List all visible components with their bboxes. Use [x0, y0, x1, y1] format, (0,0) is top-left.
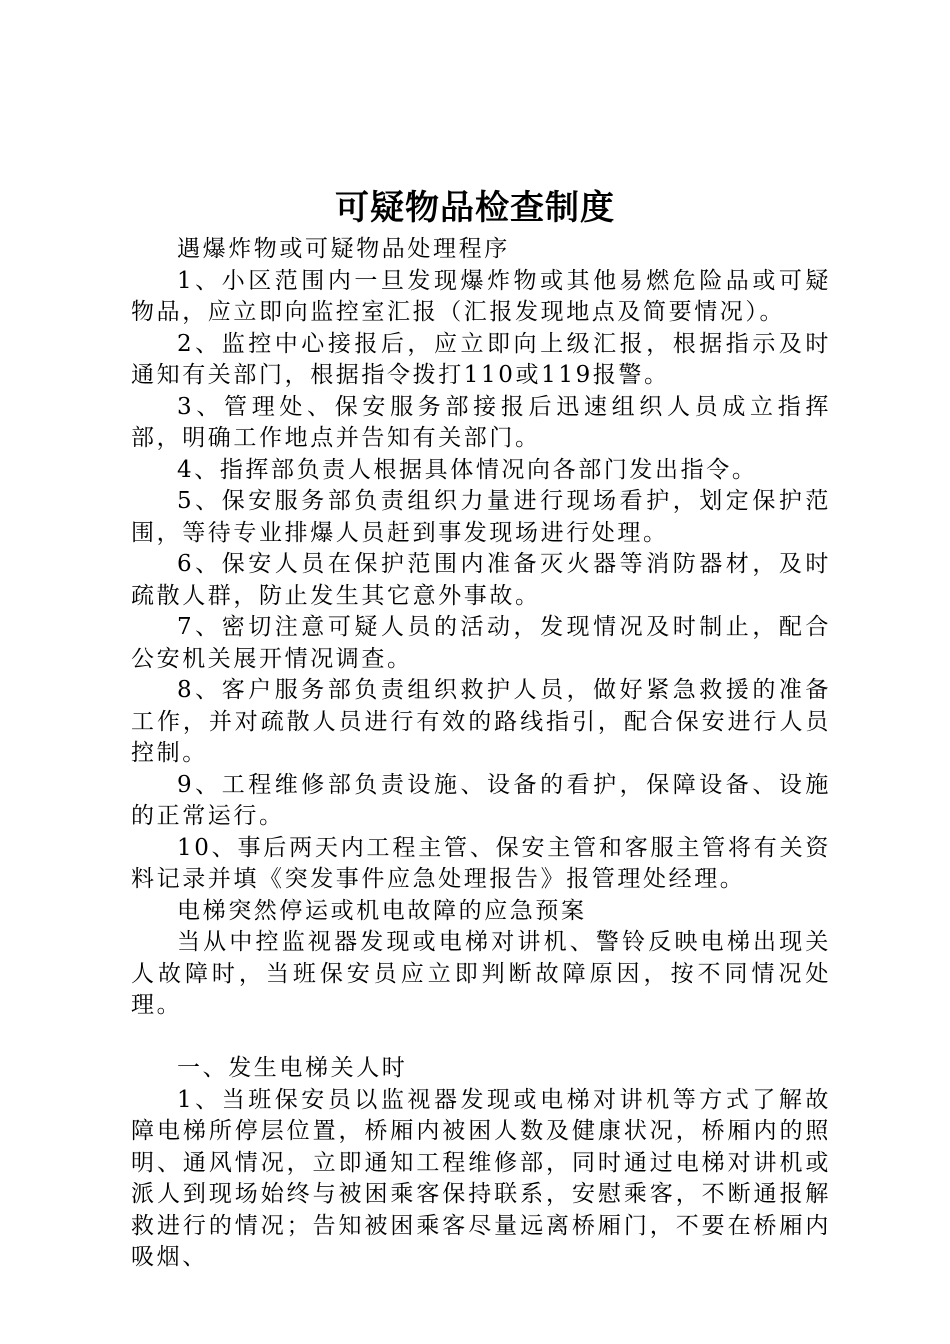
- blank-line: [131, 1022, 831, 1054]
- paragraph-6: 6、保安人员在保护范围内准备灭火器等消防器材，及时疏散人群，防止发生其它意外事故。: [131, 551, 831, 609]
- paragraph-3: 3、管理处、保安服务部接报后迅速组织人员成立指挥部，明确工作地点并告知有关部门。: [131, 393, 831, 451]
- document-body: [131, 234, 831, 1274]
- paragraph-elevator-1: 1、当班保安员以监视器发现或电梯对讲机等方式了解故障电梯所停层位置，桥厢内被困人数及健康状况，桥厢内的照明、通风情况，立即通知工程维修部，同时通过电梯对讲机或派人到现场始终与被困乘客保持联系，安慰乘客，不断通报解救进行的情况；告知被困乘客尽量远离桥厢门，不要在桥厢内吸烟、: [131, 1086, 831, 1270]
- paragraph-1: 1、小区范围内一旦发现爆炸物或其他易燃危险品或可疑物品，应立即向监控室汇报（汇报发现地点及简要情况）。: [131, 267, 831, 325]
- section-heading-explosives: 遇爆炸物或可疑物品处理程序: [177, 236, 510, 262]
- paragraph-4: 4、指挥部负责人根据具体情况向各部门发出指令。: [177, 456, 758, 483]
- paragraph-2: 2、监控中心接报后，应立即向上级汇报，根据指示及时通知有关部门，根据指令拨打110或119报警。: [131, 330, 831, 388]
- paragraph-9: 9、工程维修部负责设施、设备的看护，保障设备、设施的正常运行。: [131, 771, 831, 829]
- paragraph-8: 8、客户服务部负责组织救护人员，做好紧急救援的准备工作，并对疏散人员进行有效的路线指引，配合保安进行人员控制。: [131, 677, 831, 766]
- paragraph-elevator-intro: 当从中控监视器发现或电梯对讲机、警铃反映电梯出现关人故障时，当班保安员应立即判断故障原因，按不同情况处理。: [131, 929, 831, 1018]
- paragraph-5: 5、保安服务部负责组织力量进行现场看护，划定保护范围，等待专业排爆人员赶到事发现场进行处理。: [131, 488, 831, 546]
- subheading-elevator-trapped: 一、发生电梯关人时: [177, 1055, 408, 1081]
- document-title: 可疑物品检查制度: [335, 188, 615, 228]
- paragraph-10: 10、事后两天内工程主管、保安主管和客服主管将有关资料记录并填《突发事件应急处理报告》报管理处经理。: [131, 834, 831, 892]
- section-heading-elevator: 电梯突然停运或机电故障的应急预案: [177, 897, 587, 924]
- paragraph-7: 7、密切注意可疑人员的活动，发现情况及时制止，配合公安机关展开情况调查。: [131, 614, 831, 672]
